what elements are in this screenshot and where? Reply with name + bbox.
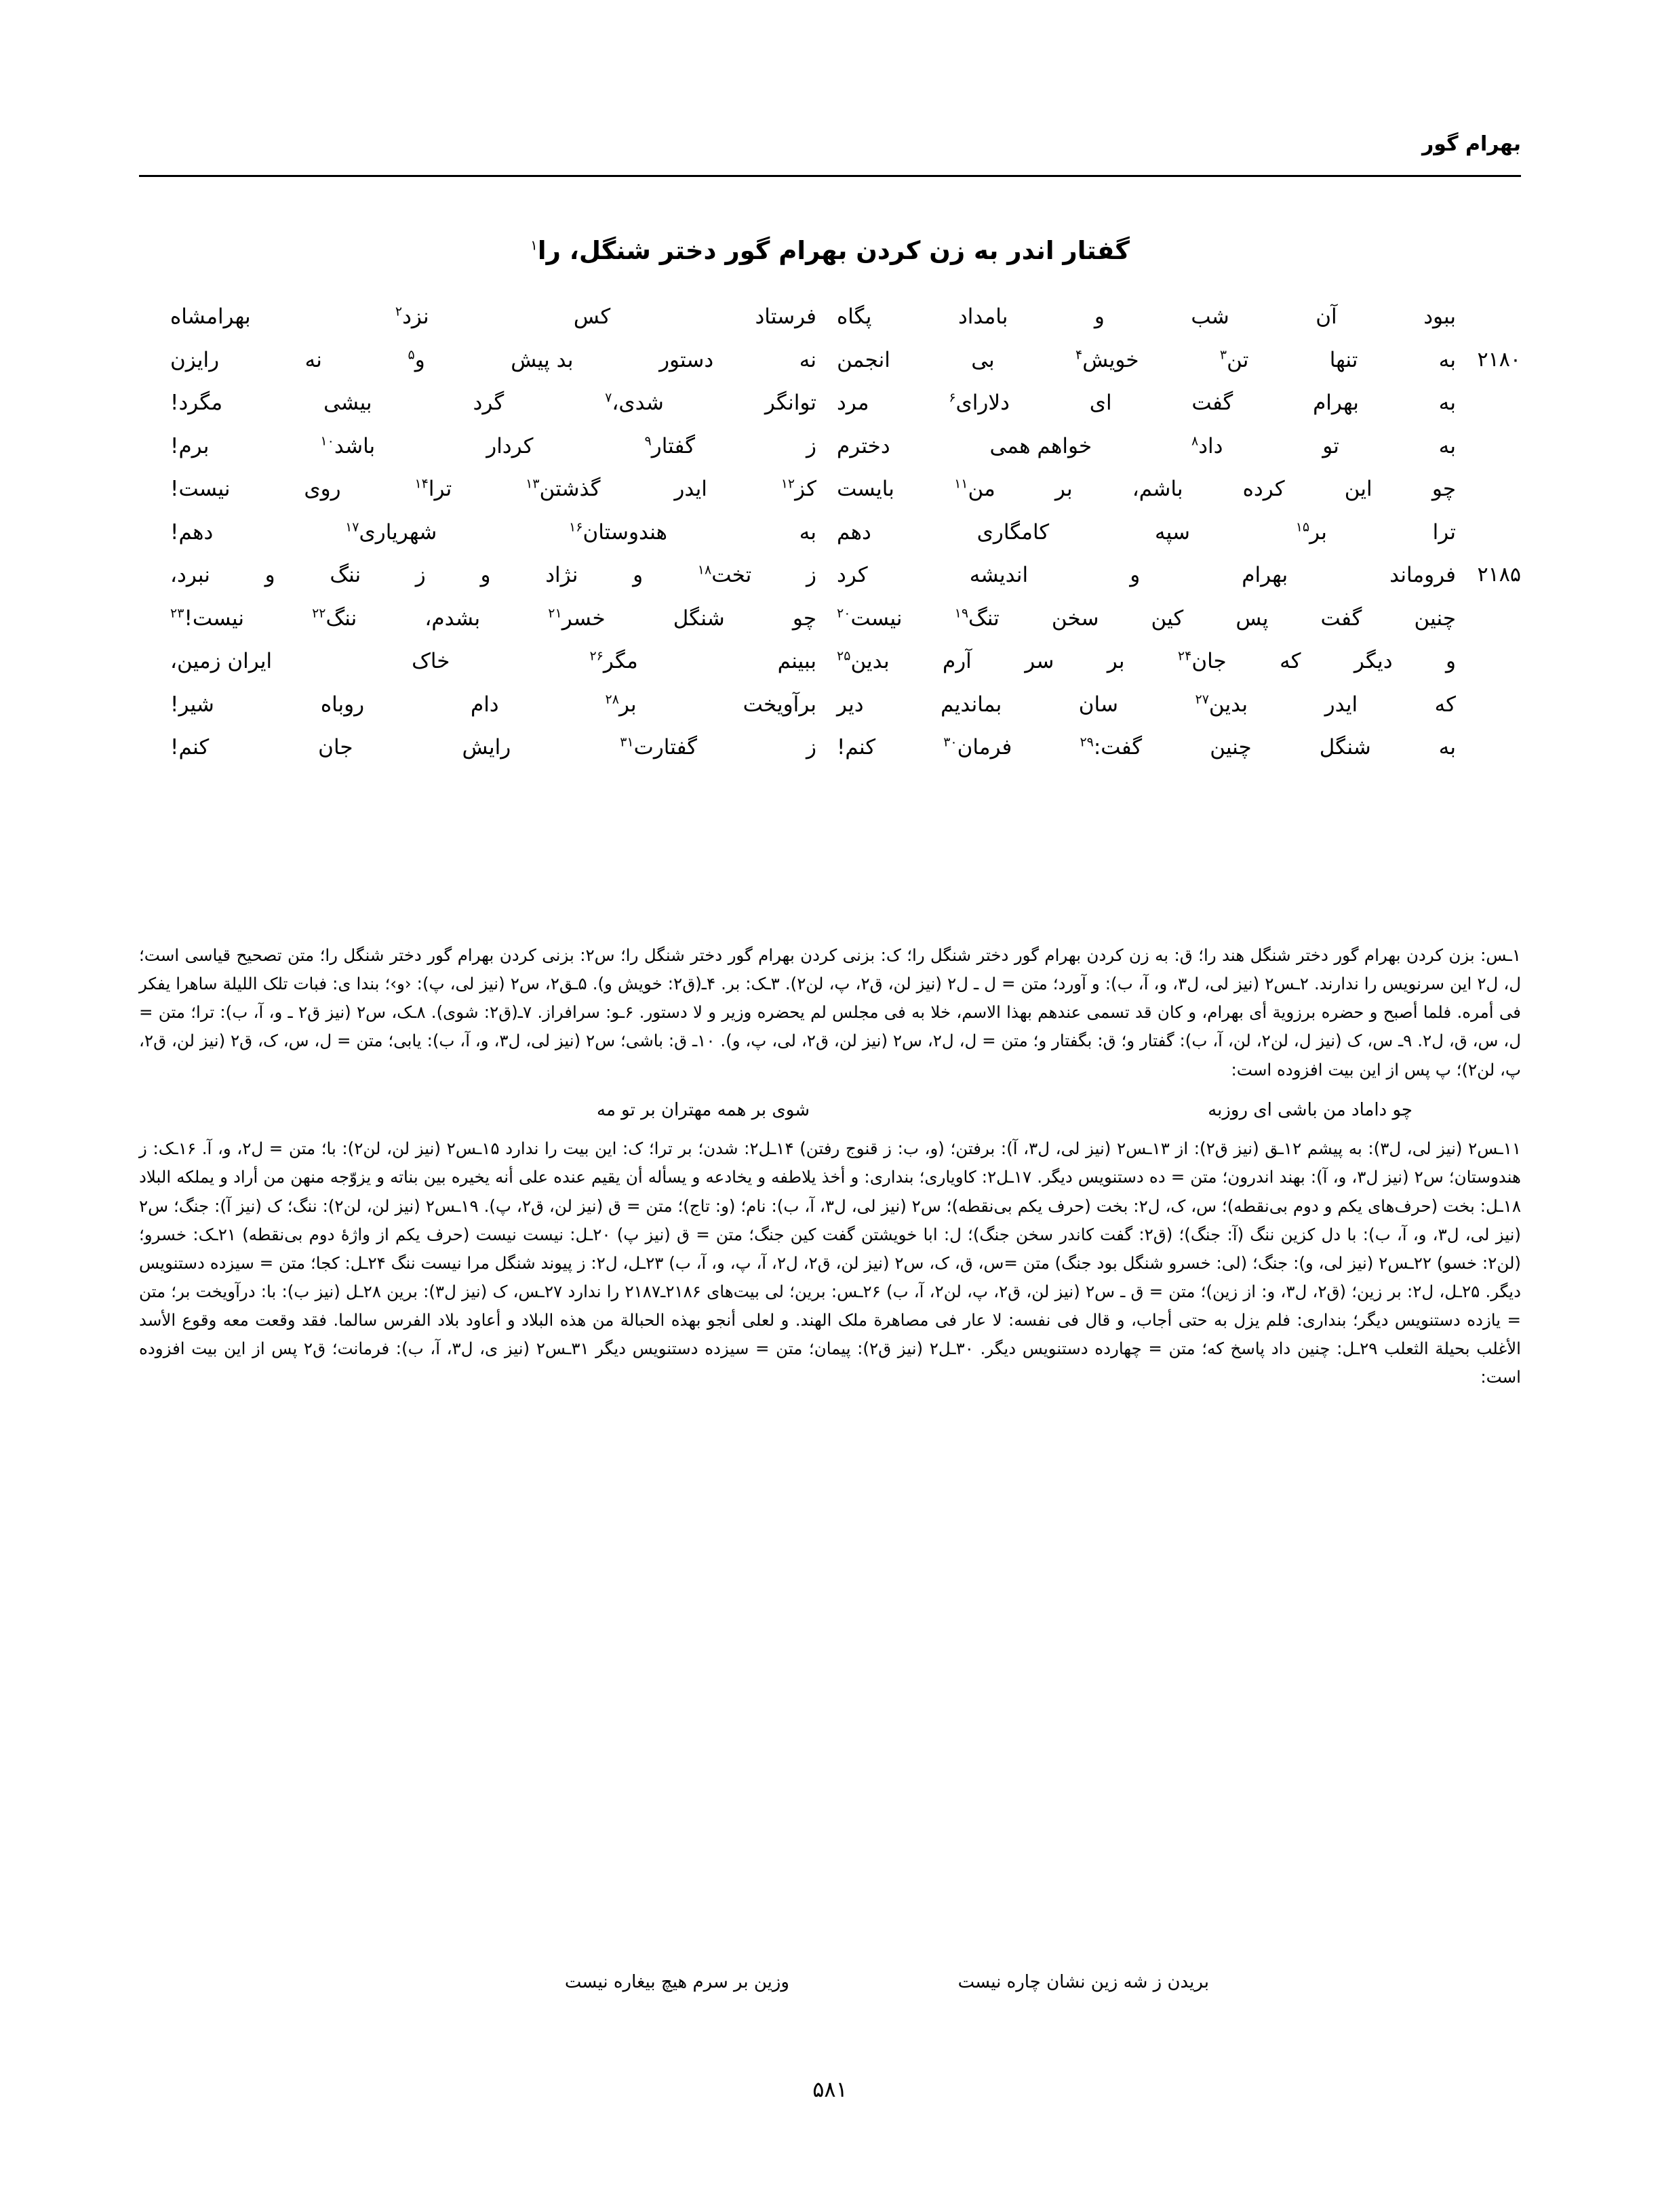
inline-couplet-1-left: شوی بر همه مهتران بر تو مه bbox=[597, 1099, 810, 1120]
apparatus-paragraph-1 bbox=[139, 941, 1521, 1084]
apparatus-text-1: ۱ـس: بزن کردن بهرام گور دختر شنگل هند را؛ ق: به زن کردن بهرام گور دختر شنگل را؛ ک: بزنی کردن بهرام گور دختر شنگل را؛ س۲: بزنی کردن بهرام گور دختر شنگل را؛ متن تصحیح قیاسی است؛ ل، ل۲ این سرنویس را ندارند. ۲ـس۲ (نیز لی، ل۳، و، آ، ب): و آورد؛ متن = ل ـ ل۲ (نیز لن، ق۲، پ، لن۲). ۳ـک: بر. ۴ـ(ق۲: خویش و). ۵ـق۲، س۲ (نیز لی، پ): ‹و›؛ بندا ی: فبات تلک اللیلة ساهرا یفکر فی أمره. فلما أصبح و حضره برزویة أی بهرام، و کان قد تسمی عندهم بهذا الاسم، خلا به فی مجلس لم یحضره وزیر و لا دستور. ۶ـو: سرافراز. ۷ـ(ق۲: شوی). ۸ـک، س۲ (نیز ق۲ ـ و، آ، ب): ترا؛ متن = ل، س، ق، ل۲. ۹ـ س، ک (نیز ل، لن۲، لن، آ، ب): گفتار و؛ ق: بگفتار و؛ متن = ل، ل۲، س۲ (نیز لن، ق۲، لی، پ، و). ۱۰ـ ق: باشی؛ س۲ (نیز لی، ل۳، و، آ، ب): یابی؛ متن = ل، س، ک، ق۲ (نیز لن، ق۲، پ، لن۲)؛ پ پس از این بیت افزوده است: bbox=[139, 945, 1522, 1080]
footnote-marker: ۱۸ bbox=[697, 562, 712, 578]
verse-word: رایزن bbox=[170, 347, 220, 372]
verse-hemistich-left bbox=[139, 608, 830, 629]
verse-word: بهرام bbox=[1313, 391, 1359, 415]
verse-word: شنگل bbox=[1319, 735, 1371, 759]
verse-word: بر bbox=[1054, 477, 1073, 501]
verse-hemistich-right bbox=[830, 433, 1521, 458]
footnote-marker: ۱۷ bbox=[345, 519, 359, 535]
inline-couplet-2-right: بریدن ز شه زین نشان چاره نیست bbox=[957, 1972, 1209, 1992]
verse-word: شیر! bbox=[170, 692, 214, 717]
verse-word: چو bbox=[792, 606, 816, 631]
verse-word: و bbox=[1446, 649, 1456, 673]
verse-word: بی bbox=[971, 347, 995, 372]
verse-hemistich-right bbox=[830, 519, 1521, 545]
verse-hemistich-left bbox=[139, 433, 830, 458]
verse-word: ز bbox=[806, 563, 816, 587]
verse-word: چنین bbox=[1210, 735, 1252, 759]
verse-word: تنها bbox=[1329, 347, 1358, 372]
verse-word: روباه bbox=[320, 692, 365, 717]
verse-hemistich-left bbox=[139, 390, 830, 415]
verse-word: نژاد bbox=[545, 563, 578, 587]
verse-word: تن$^۳$ bbox=[1219, 347, 1249, 372]
verse-word: بدین$^{۲۵}$ bbox=[837, 648, 890, 673]
verse-word: بایست bbox=[837, 477, 894, 501]
verse-word: به bbox=[1438, 735, 1456, 759]
verse-couplet bbox=[139, 608, 1521, 652]
verse-word: گفت bbox=[1191, 391, 1233, 415]
verse-word: ایدر bbox=[1324, 692, 1358, 717]
inline-couplet-2-left: وزین بر سرم هیچ بیغاره نیست bbox=[564, 1972, 789, 1992]
verse-word: کامگاری bbox=[976, 519, 1050, 545]
verse-word: گذشتن$^{۱۳}$ bbox=[526, 476, 601, 501]
page-header bbox=[139, 133, 1521, 180]
verse-word: تخت$^{۱۸}$ bbox=[697, 562, 752, 587]
footnote-marker: ۲۷ bbox=[1195, 692, 1209, 707]
verse-word: دهم bbox=[837, 519, 871, 545]
inline-couplet-1 bbox=[139, 1095, 1521, 1126]
verse-word: نزد$^۲$ bbox=[395, 304, 429, 329]
verse-word: تنگ$^{۱۹}$ bbox=[954, 606, 1000, 631]
verse-word: شنگل bbox=[673, 606, 725, 631]
verse-word: ز bbox=[806, 433, 816, 458]
verse-word: سان bbox=[1078, 692, 1118, 717]
verse-line-number: ۲۱۸۵ bbox=[1477, 563, 1521, 587]
section-title-footnote-marker: ۱ bbox=[530, 237, 538, 254]
verse-word: باشم، bbox=[1132, 477, 1183, 501]
verse-word: ترا$^{۱۴}$ bbox=[414, 476, 452, 501]
verse-hemistich-right bbox=[830, 390, 1521, 415]
verse-word: کز$^{۱۲}$ bbox=[780, 476, 816, 501]
verse-word: آن bbox=[1316, 304, 1337, 329]
verse-hemistich-right bbox=[830, 476, 1521, 501]
verse-word: کنم! bbox=[837, 735, 876, 759]
verse-word: دیگر bbox=[1353, 649, 1393, 673]
verse-word: ترا bbox=[1432, 519, 1456, 545]
verse-word: که bbox=[1434, 692, 1456, 717]
verse-word: به bbox=[1438, 347, 1456, 372]
verse-word: کس bbox=[573, 304, 611, 329]
verse-word: خویش$^۴$ bbox=[1075, 347, 1139, 372]
verse-word: مرد bbox=[837, 391, 869, 415]
verse-word: دهم! bbox=[170, 519, 214, 545]
verse-word: ایران زمین، bbox=[170, 649, 273, 673]
verse-word: گفت:$^{۲۹}$ bbox=[1080, 734, 1143, 759]
verse-hemistich-right bbox=[830, 694, 1521, 715]
verse-word: و bbox=[480, 563, 491, 587]
footnote-marker: ۲۹ bbox=[1080, 734, 1094, 750]
verse-word: مگرد! bbox=[170, 391, 223, 415]
verse-word: بر$^{۱۵}$ bbox=[1295, 519, 1327, 545]
verse-word: این bbox=[1344, 477, 1372, 501]
verse-word: فرستاد bbox=[755, 304, 816, 329]
verse-hemistich-right bbox=[830, 565, 1521, 586]
footnote-marker: ۹ bbox=[644, 433, 652, 449]
verse-word: توانگر bbox=[764, 391, 816, 415]
footnote-marker: ۲۸ bbox=[605, 692, 619, 707]
footnote-marker: ۲۵ bbox=[837, 648, 851, 664]
apparatus-paragraph-2 bbox=[139, 1134, 1521, 1391]
footnote-marker: ۷ bbox=[605, 390, 612, 406]
verse-couplet bbox=[139, 562, 1521, 608]
verse-word: گرد bbox=[473, 391, 505, 415]
verse-word: دلارای$^۶$ bbox=[949, 390, 1010, 415]
verse-word: که bbox=[1280, 649, 1301, 673]
footnote-marker: ۵ bbox=[408, 347, 415, 363]
footnote-marker: ۲ bbox=[395, 304, 403, 319]
verse-word: گفتار$^۹$ bbox=[644, 433, 695, 458]
footnote-marker: ۱۴ bbox=[414, 476, 429, 492]
verse-word: ببینم bbox=[777, 649, 816, 673]
verse-couplet bbox=[139, 648, 1521, 694]
verse-word: آرم bbox=[943, 649, 972, 673]
footnote-marker: ۳۰ bbox=[943, 734, 957, 750]
verse-word: خاک bbox=[412, 649, 450, 673]
footnote-marker: ۶ bbox=[949, 390, 956, 406]
verse-couplet bbox=[139, 519, 1521, 566]
verse-word: سر bbox=[1025, 649, 1054, 673]
footnote-marker: ۱۵ bbox=[1295, 519, 1310, 535]
folio-number: ۵۸۱ bbox=[812, 2076, 848, 2102]
verse-couplet bbox=[139, 734, 1521, 781]
footnote-marker: ۳ bbox=[1219, 347, 1227, 363]
verse-couplet bbox=[139, 304, 1521, 350]
verse-word: ز bbox=[415, 563, 426, 587]
verse-word: ز bbox=[806, 735, 816, 759]
footnote-marker: ۱۲ bbox=[780, 476, 795, 492]
verse-word: و bbox=[264, 563, 275, 587]
verse-word: کنم! bbox=[170, 735, 210, 759]
verse-word: روی bbox=[304, 477, 341, 501]
verse-word: چو bbox=[1431, 477, 1456, 501]
section-title bbox=[139, 235, 1521, 266]
verse-word: هندوستان$^{۱۶}$ bbox=[569, 519, 667, 545]
critical-apparatus bbox=[139, 941, 1521, 1391]
verse-word: من$^{۱۱}$ bbox=[954, 476, 995, 501]
verse-word: باشد$^{۱۰}$ bbox=[320, 433, 376, 458]
verse-word: دخترم bbox=[837, 433, 890, 458]
footnote-marker: ۲۰ bbox=[837, 606, 851, 621]
verse-word: بامداد bbox=[957, 304, 1008, 329]
verse-word: نیست! bbox=[170, 477, 231, 501]
verse-hemistich-right bbox=[830, 648, 1521, 673]
footnote-marker: ۱۱ bbox=[954, 476, 968, 492]
verse-block bbox=[139, 304, 1521, 781]
footnote-marker: ۸ bbox=[1191, 433, 1199, 449]
verse-hemistich-left bbox=[139, 476, 830, 501]
verse-word: دام bbox=[471, 692, 499, 717]
verse-word: شدی،$^۷$ bbox=[605, 390, 664, 415]
verse-word: سخن bbox=[1051, 606, 1099, 631]
footnote-marker: ۴ bbox=[1075, 347, 1083, 363]
verse-word: جان bbox=[318, 735, 353, 759]
verse-couplet bbox=[139, 476, 1521, 522]
verse-word: به bbox=[1438, 391, 1456, 415]
verse-word: بر bbox=[1107, 649, 1125, 673]
verse-hemistich-right bbox=[830, 734, 1521, 759]
verse-word: فرمان$^{۳۰}$ bbox=[943, 734, 1012, 759]
footnote-marker: ۱۹ bbox=[954, 606, 969, 621]
verse-word: دستور bbox=[659, 347, 714, 372]
verse-hemistich-left bbox=[139, 347, 830, 372]
verse-hemistich-right bbox=[830, 304, 1521, 329]
verse-word: خواهم همی bbox=[989, 433, 1092, 458]
verse-word: بهرام bbox=[1242, 563, 1288, 587]
verse-hemistich-right bbox=[830, 608, 1521, 629]
verse-word: داد$^۸$ bbox=[1191, 433, 1223, 458]
verse-couplet bbox=[139, 390, 1521, 436]
verse-word: بهرامشاه bbox=[170, 304, 251, 329]
verse-word: تو bbox=[1322, 433, 1339, 458]
running-head: بهرام گور bbox=[1422, 132, 1521, 156]
verse-hemistich-left bbox=[139, 562, 830, 587]
verse-word: ننگ bbox=[330, 563, 361, 587]
verse-hemistich-right bbox=[830, 347, 1521, 372]
footnote-marker: ۳۱ bbox=[620, 734, 634, 750]
verse-word: پگاه bbox=[837, 304, 872, 329]
verse-line-number: ۲۱۸۰ bbox=[1477, 347, 1521, 372]
verse-hemistich-left bbox=[139, 304, 830, 329]
verse-word: و bbox=[1094, 304, 1105, 329]
verse-word: بر$^{۲۸}$ bbox=[605, 692, 637, 717]
verse-word: نیست$^{۲۰}$ bbox=[837, 606, 903, 631]
verse-word: ای bbox=[1089, 391, 1112, 415]
verse-word: شب bbox=[1191, 304, 1229, 329]
footnote-marker: ۱۰ bbox=[320, 433, 334, 449]
verse-word: رایش bbox=[462, 735, 511, 759]
verse-word: نبرد، bbox=[170, 563, 210, 587]
footnote-marker: ۱۶ bbox=[569, 519, 583, 535]
verse-word: ببود bbox=[1423, 304, 1456, 329]
verse-hemistich-left bbox=[139, 648, 830, 673]
footnote-marker: ۲۲ bbox=[312, 606, 326, 621]
verse-couplet bbox=[139, 433, 1521, 479]
header-divider-rule bbox=[139, 175, 1521, 177]
footnote-marker: ۲۱ bbox=[548, 606, 562, 621]
verse-word: نیست!$^{۲۳}$ bbox=[170, 606, 244, 631]
verse-word: کردار bbox=[486, 433, 534, 458]
verse-word: بدین$^{۲۷}$ bbox=[1195, 692, 1248, 717]
verse-couplet bbox=[139, 347, 1521, 393]
footnote-marker: ۱۳ bbox=[526, 476, 540, 492]
verse-word: و$^۵$ bbox=[408, 347, 425, 372]
verse-word: به bbox=[1438, 433, 1456, 458]
verse-word: ننگ$^{۲۲}$ bbox=[312, 606, 357, 631]
section-title-text: گفتار اندر به زن کردن بهرام گور دختر شنگل، را bbox=[537, 235, 1130, 265]
verse-word: نه bbox=[304, 347, 322, 372]
verse-word: سپه bbox=[1154, 519, 1190, 545]
inline-couplet-1-right: چو داماد من باشی ای روزبه bbox=[1208, 1099, 1412, 1120]
verse-word: بماندیم bbox=[941, 692, 1002, 717]
footnote-marker: ۲۶ bbox=[589, 648, 604, 664]
verse-hemistich-left bbox=[139, 734, 830, 759]
footnote-marker: ۲۴ bbox=[1177, 648, 1192, 664]
verse-word: نه bbox=[799, 347, 816, 372]
verse-hemistich-left bbox=[139, 694, 830, 715]
footnote-marker: ۲۳ bbox=[170, 606, 184, 621]
verse-couplet bbox=[139, 694, 1521, 738]
verse-word: اندیشه bbox=[969, 563, 1029, 587]
verse-word: و bbox=[1130, 563, 1141, 587]
verse-word: جان$^{۲۴}$ bbox=[1177, 648, 1227, 673]
verse-word: کین bbox=[1151, 606, 1184, 631]
verse-word: شهریاری$^{۱۷}$ bbox=[345, 519, 437, 545]
apparatus-text-2: ۱۱ـس۲ (نیز لی، ل۳): به پیشم ۱۲ـق (نیز ق۲): از ۱۳ـس۲ (نیز لی، ل۳، آ): برفتن؛ (و، ب: ز قنوج رفتن) ۱۴ـل۲: شدن؛ بر ترا؛ ک: این بیت را ندارد ۱۵ـس۲ (نیز لن، لن۲): با؛ متن = ل۲، و، آ. ۱۶ـک: ز هندوستان؛ س۲ (نیز ل۳، و، آ): بهند اندرون؛ متن = ده دستنویس دیگر. ۱۷ـل۲: کاویاری؛ بنداری: و أخذ یلاطفه و یخادعه و یسأله أن یقیم عنده علی أنه یخیره بین بناته و یزوّجه منهن من أراد و یملکه البلاد ۱۸ـل: بخت (حرف‌های یکم و دوم بی‌نقطه)؛ س، ک، ل۲: بخت (حرف یکم بی‌نقطه)؛ س۲ (نیز لی، ل۳، آ، ب): نام؛ (و: تاج)؛ متن = ق (نیز لن، ق۲، پ). ۱۹ـس۲ (نیز لن، لن۲): ننگ؛ ک (نیز آ): جنگ؛ س۲ (نیز لی، ل۳، و، آ، ب): با دل کزین ننگ (آ: جنگ)؛ (ق۲: گفت کاندر سخن جنگ)؛ ل: ابا خویشتن گفت کین جنگ؛ متن = ق (نیز پ) ۲۰ـل: نیست نیست (حرف یکم از واژهٔ دوم بی‌نقطه) ۲۱ـک: خسرو؛ (لن۲: خسو) ۲۲ـس۲ (نیز لی، و): جنگ؛ (لی: خسرو شنگل بود جنگ) متن =س، ق، ک، س۲ (نیز لن، ق۲، ل۲، آ، پ، و، آ، ب) ۲۳ـل، ل۲: ز پیوند شنگل مرا نیست ننگ ۲۴ـل: کجا؛ متن = سیزده دستنویس دیگر. ۲۵ـل، ل۲: بر زین؛ (ق۲، ل۳، و: از زین)؛ متن = ق ـ س۲ (نیز لن، ق۲، پ، لن۲، آ، ب) ۲۶ـس: برین؛ لی بیت‌های ۲۱۸۶ـ۲۱۸۷ را ندارد ۲۷ـس، ک (نیز ل۳): برین ۲۸ـل (نیز ب): با: درآویخت بر؛ متن = یازده دستنویس دیگر؛ بنداری: فلم یزل به حتی أجاب، و قال فی نفسه: لا عار فی مصاهرة ملک الهند. و لعلی أنجو بهذه الحبالة من هذه البلاد و أعاود بلاد الفرس سالما. فقد وقعت معه وقوع الأسد الأغلب بحیلة الثعلب ۲۹ـل: چنین داد پاسخ که؛ متن = چهارده دستنویس دیگر. ۳۰ـل۲ (نیز ق۲): پیمان؛ متن = سیزده دستنویس دیگر ۳۱ـس۲ (نیز ی، ل۳، آ، ب): فرمانت؛ ق۲ پس از این بیت افزوده است: bbox=[138, 1139, 1522, 1387]
verse-word: پس bbox=[1236, 606, 1269, 631]
verse-word: به bbox=[799, 519, 816, 545]
verse-hemistich-left bbox=[139, 519, 830, 545]
verse-word: ایدر bbox=[674, 477, 707, 501]
verse-word: کرده bbox=[1242, 477, 1285, 501]
verse-word: دیر bbox=[837, 692, 864, 717]
verse-word: بشدم، bbox=[424, 606, 481, 631]
verse-word: کرد bbox=[837, 563, 868, 587]
verse-word: بیشی bbox=[323, 391, 372, 415]
verse-word: مگر$^{۲۶}$ bbox=[589, 648, 638, 673]
inline-couplet-2 bbox=[139, 1972, 1521, 1992]
verse-word: برآویخت bbox=[743, 692, 816, 717]
verse-word: برم! bbox=[170, 433, 210, 458]
verse-word: گفت bbox=[1320, 606, 1362, 631]
verse-word: فروماند bbox=[1389, 563, 1456, 587]
verse-word: و bbox=[633, 563, 644, 587]
verse-word: بد پیش bbox=[511, 347, 574, 372]
verse-word: خسر$^{۲۱}$ bbox=[548, 606, 606, 631]
verse-word: انجمن bbox=[837, 347, 890, 372]
verse-word: چنین bbox=[1414, 606, 1456, 631]
verse-word: گفتارت$^{۳۱}$ bbox=[620, 734, 698, 759]
